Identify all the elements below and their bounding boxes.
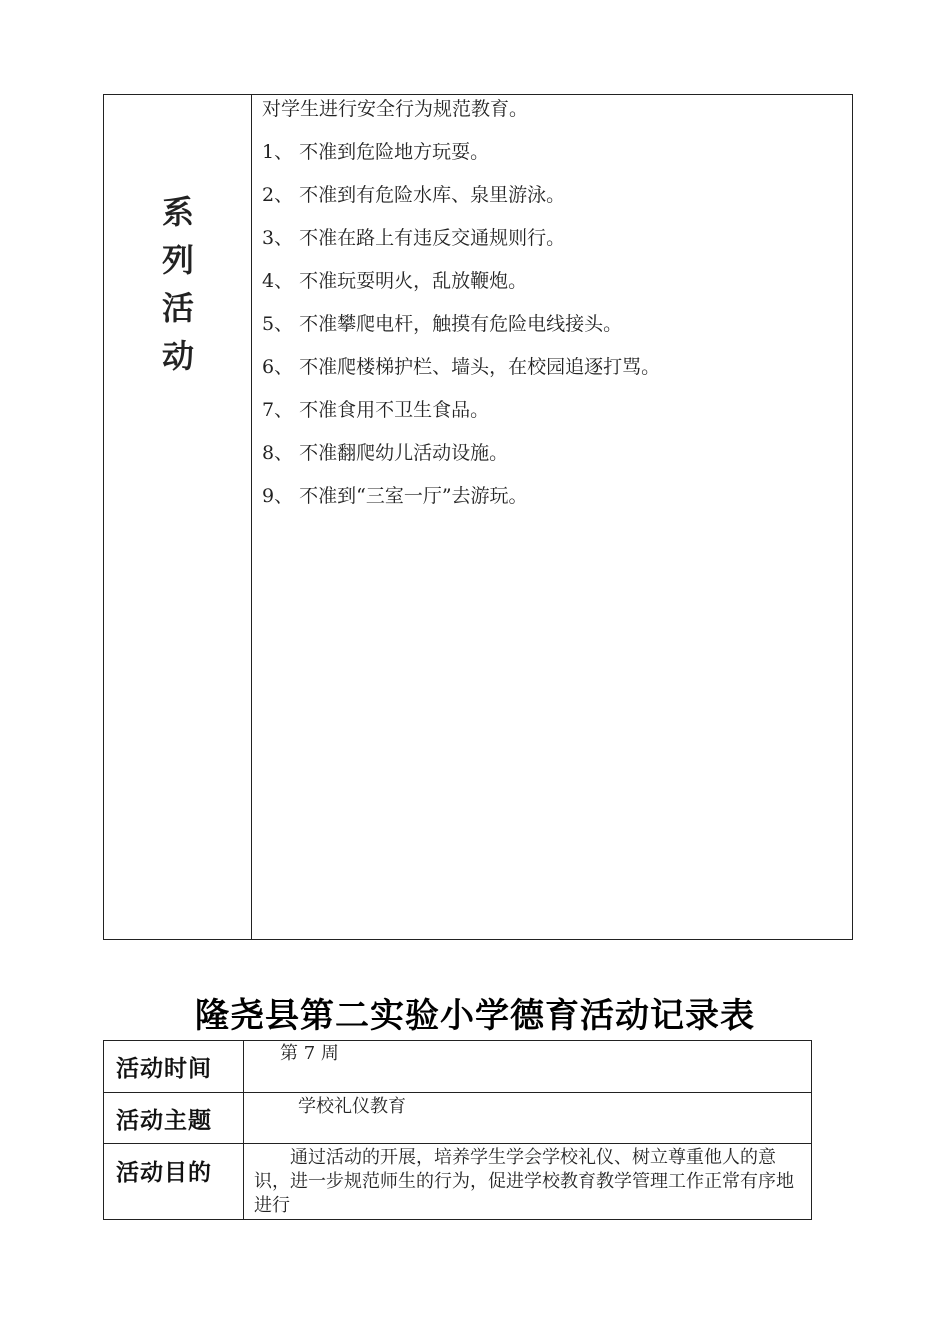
content-line: 7、 不准食用不卫生食品。 xyxy=(262,399,490,421)
content-line: 对学生进行安全行为规范教育。 xyxy=(262,98,529,120)
content-line: 4、 不准玩耍明火，乱放鞭炮。 xyxy=(262,270,528,292)
content-line: 8、 不准翻爬幼儿活动设施。 xyxy=(262,442,509,464)
label-char: 列 xyxy=(161,241,194,279)
time-row xyxy=(104,1041,811,1092)
purpose-row xyxy=(104,1143,811,1219)
content-line: 1、 不准到危险地方玩耍。 xyxy=(262,141,490,163)
purpose-label: 活动目的 xyxy=(104,1144,244,1219)
record-table xyxy=(103,1040,812,1220)
series-activity-table xyxy=(103,94,853,940)
purpose-value: 通过活动的开展，培养学生学会学校礼仪、树立尊重他人的意识，进一步规范师生的行为，促进学校教育教学管理工作正常有序地进行 xyxy=(254,1147,794,1216)
content-line: 5、 不准攀爬电杆，触摸有危险电线接头。 xyxy=(262,313,623,335)
label-char: 动 xyxy=(161,337,194,375)
content-line: 2、 不准到有危险水库、泉里游泳。 xyxy=(262,184,566,206)
record-title: 隆尧县第二实验小学德育活动记录表 xyxy=(195,996,755,1036)
theme-value: 学校礼仪教育 xyxy=(298,1096,406,1117)
series-activity-label-cell xyxy=(104,95,252,939)
theme-label: 活动主题 xyxy=(104,1093,244,1143)
content-line: 9、 不准到“三室一厅”去游玩。 xyxy=(262,485,528,507)
label-char: 活 xyxy=(161,289,194,327)
series-activity-label xyxy=(104,188,252,380)
time-label: 活动时间 xyxy=(104,1041,244,1092)
theme-row xyxy=(104,1092,811,1143)
label-char: 系 xyxy=(161,193,194,231)
content-line: 3、 不准在路上有违反交通规则行。 xyxy=(262,227,566,249)
time-value: 第 7 周 xyxy=(280,1043,339,1064)
series-activity-content xyxy=(262,95,844,525)
content-line: 6、 不准爬楼梯护栏、墙头，在校园追逐打骂。 xyxy=(262,356,661,378)
